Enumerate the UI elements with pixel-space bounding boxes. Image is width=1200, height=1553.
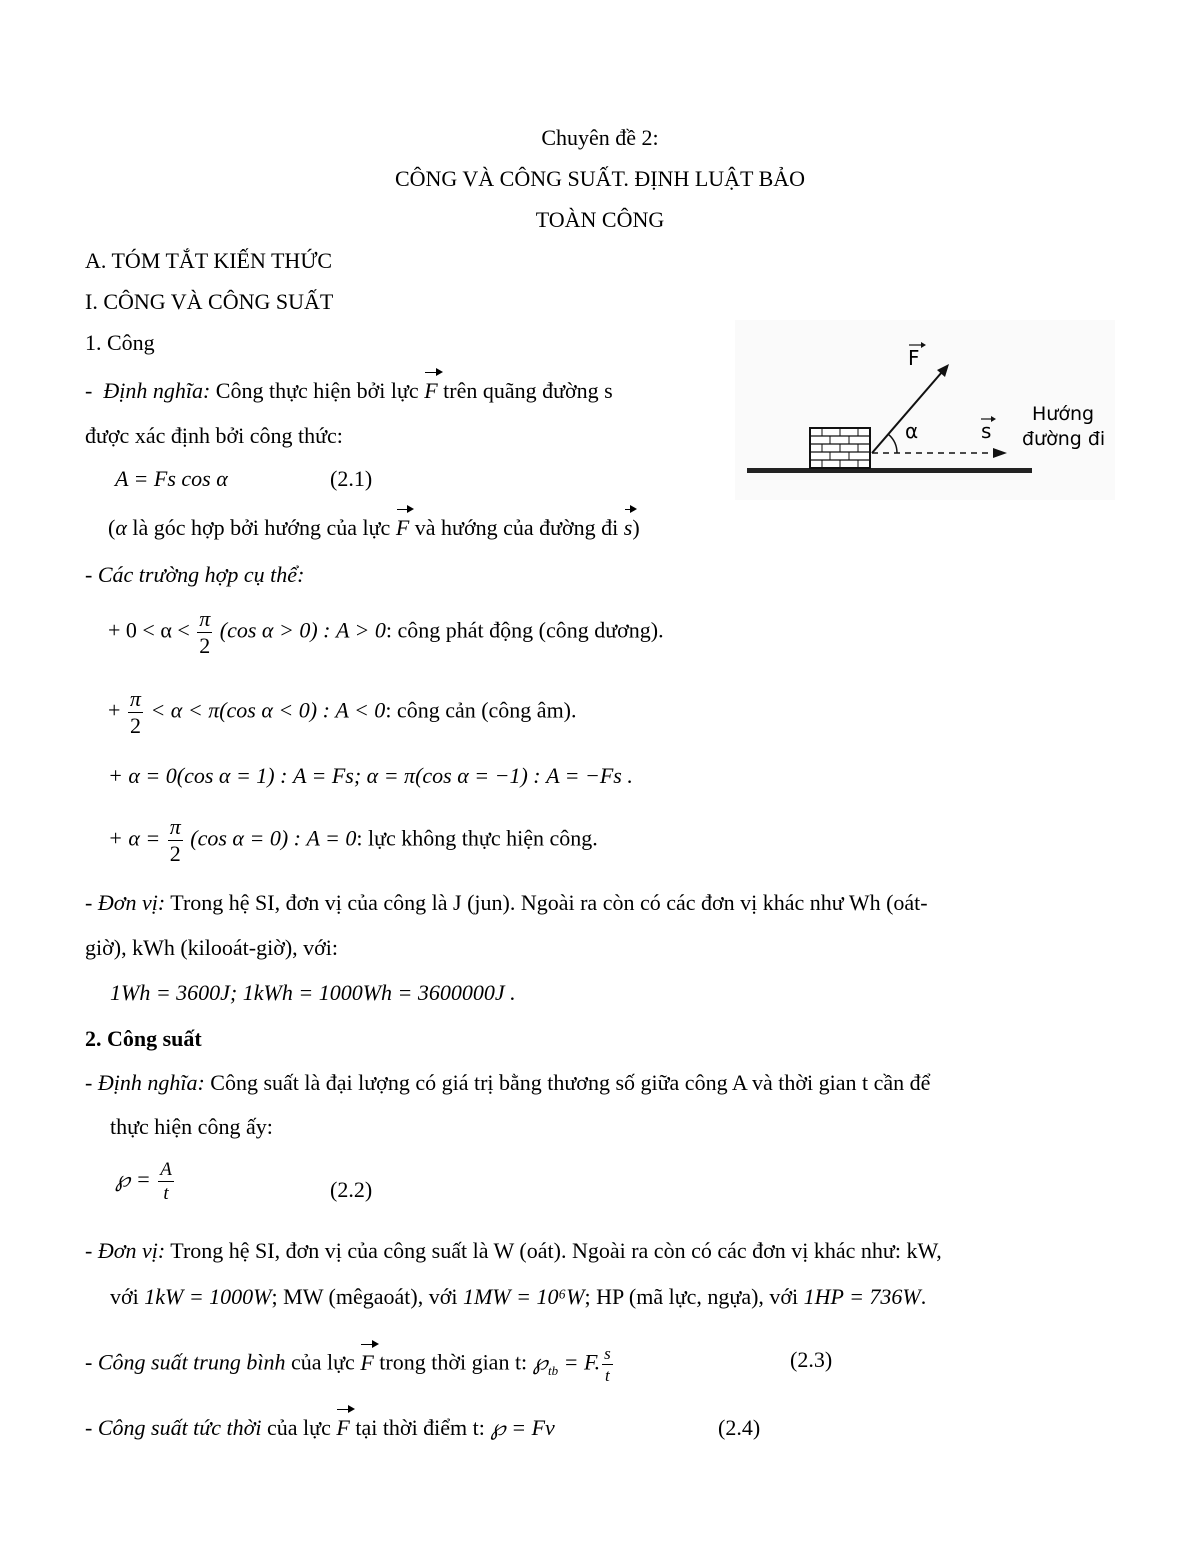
case-3: + α = 0(cos α = 1) : A = Fs; α = π(cos α = −1) : A = −Fs . bbox=[108, 763, 633, 788]
unit-kw-formula: 1kW = 1000W bbox=[144, 1284, 272, 1309]
case-1-math-b: (cos α > 0) : A > 0 bbox=[219, 617, 386, 643]
work-unit-formula: 1Wh = 3600J; 1kWh = 1000Wh = 3600000J . bbox=[110, 980, 516, 1005]
power-unit-line-1 bbox=[85, 1238, 942, 1264]
angle-note bbox=[108, 515, 640, 541]
case-2-plus: + bbox=[108, 697, 121, 723]
definition-text-b: trên quãng đường s bbox=[443, 378, 613, 403]
case-2-fraction: $\frac{\pi}{2}$ bbox=[129, 686, 141, 738]
work-definition-line-2: được xác định bởi công thức: bbox=[85, 423, 343, 448]
note-alpha: α bbox=[115, 515, 127, 540]
average-power-label: Công suất trung bình bbox=[97, 1349, 286, 1375]
instant-power-formula: ℘ = Fv bbox=[490, 1415, 555, 1440]
power-formula-lhs: ℘ = bbox=[115, 1166, 151, 1192]
formula-number-2-1: (2.1) bbox=[330, 466, 373, 491]
power-unit-label: Đơn vị: bbox=[97, 1238, 166, 1263]
instant-power-force-vector: F bbox=[336, 1415, 350, 1440]
instant-power-label: Công suất tức thời bbox=[97, 1415, 262, 1440]
case-4-math-a: + α = bbox=[108, 825, 161, 851]
note-paren-close: ) bbox=[632, 515, 640, 540]
power-formula-fraction: $\frac{A}{t}$ bbox=[160, 1159, 172, 1204]
work-formula: A = Fs cos α bbox=[115, 466, 228, 491]
power-definition-label: Định nghĩa: bbox=[97, 1070, 205, 1095]
section-i-heading: I. CÔNG VÀ CÔNG SUẤT bbox=[85, 289, 334, 314]
formula-number-2-2: (2.2) bbox=[330, 1177, 373, 1202]
average-power-fraction: $\frac{s}{t}$ bbox=[604, 1344, 611, 1385]
bullet-dash: - bbox=[85, 890, 98, 915]
bullet-dash: - bbox=[85, 1415, 98, 1440]
bullet-dash: - bbox=[85, 1238, 98, 1263]
formula-number-2-3: (2.3) bbox=[790, 1347, 833, 1372]
chapter-label: Chuyên đề 2: bbox=[541, 125, 659, 150]
unit-label: Đơn vị: bbox=[97, 890, 166, 915]
case-1 bbox=[108, 608, 664, 657]
work-unit-text-1: Trong hệ SI, đơn vị của công là J (jun). Ngoài ra còn có các đơn vị khác như Wh (oát- bbox=[170, 890, 928, 915]
instant-power-line: - Công suất tức thời của lực F tại thời điểm t: ℘ = Fv bbox=[85, 1415, 555, 1440]
power-definition-line-1 bbox=[85, 1070, 930, 1096]
note-displacement-vector: s bbox=[623, 515, 633, 540]
case-4 bbox=[108, 816, 598, 865]
note-text-b: và hướng của đường đi bbox=[414, 515, 619, 540]
average-power-symbol: ℘ bbox=[532, 1349, 549, 1375]
unit-hp-formula: 1HP = 736W bbox=[803, 1284, 921, 1309]
case-2-text: : công cản (công âm). bbox=[385, 697, 577, 723]
bullet-dash: - bbox=[85, 1070, 98, 1095]
power-unit-text-1: Trong hệ SI, đơn vị của công suất là W (oát). Ngoài ra còn có các đơn vị khác như: kW, bbox=[170, 1238, 942, 1263]
case-2 bbox=[108, 688, 577, 737]
subsection-2-heading: 2. Công suất bbox=[85, 1026, 202, 1051]
power-definition-line-2: thực hiện công ấy: bbox=[110, 1114, 273, 1139]
power-formula bbox=[115, 1160, 176, 1203]
work-unit-line-2: giờ), kWh (kilooát-giờ), với: bbox=[85, 935, 339, 960]
diagram-direction-line-2: đường đi bbox=[1022, 428, 1106, 450]
force-vector: F bbox=[424, 378, 438, 403]
work-diagram-svg bbox=[735, 320, 1115, 500]
note-text-a: là góc hợp bởi hướng của lực bbox=[132, 515, 391, 540]
diagram-displacement-label: s bbox=[981, 419, 992, 443]
unit-mw-formula: 1MW = 10⁶W bbox=[462, 1284, 585, 1309]
title-line-2: TOÀN CÔNG bbox=[535, 207, 665, 232]
power-definition-text-1: Công suất là đại lượng có giá trị bằng thương số giữa công A và thời gian t cần để bbox=[210, 1070, 931, 1095]
case-1-text: : công phát động (công dương). bbox=[385, 617, 664, 643]
note-paren-open: ( bbox=[108, 515, 116, 540]
definition-text-a: Công thực hiện bởi lực bbox=[215, 378, 419, 403]
brick-block-icon bbox=[810, 428, 870, 468]
formula-number-2-4: (2.4) bbox=[718, 1415, 761, 1440]
subsection-1-heading: 1. Công bbox=[85, 330, 155, 355]
cases-label: Các trường hợp cụ thể: bbox=[97, 562, 305, 587]
case-4-fraction: $\frac{\pi}{2}$ bbox=[169, 814, 181, 866]
power-unit-line-2: với 1kW = 1000W; MW (mêgaoát), với 1MW = 10⁶W; HP (mã lực, ngựa), với 1HP = 736W. bbox=[110, 1284, 927, 1309]
case-1-fraction: $\frac{\pi}{2}$ bbox=[199, 606, 211, 658]
case-4-text: : lực không thực hiện công. bbox=[356, 825, 598, 851]
average-power-line: - Công suất trung bình của lực F trong thời gian t: $℘_{tb} = F$. $\frac{s}{t}$ bbox=[85, 1344, 611, 1385]
diagram-force-label: F bbox=[908, 346, 920, 370]
bullet-dash: - bbox=[85, 378, 98, 403]
bullet-dash: - bbox=[85, 562, 98, 587]
work-unit-line-1 bbox=[85, 890, 1115, 916]
work-diagram bbox=[735, 320, 1115, 500]
average-power-force-vector: F bbox=[360, 1349, 374, 1375]
cases-heading bbox=[85, 562, 304, 588]
case-4-math-b: (cos α = 0) : A = 0 bbox=[190, 825, 357, 851]
case-2-math: < α < π(cos α < 0) : A < 0 bbox=[150, 697, 386, 723]
work-definition-line bbox=[85, 378, 613, 404]
case-1-math-a: + 0 < α < bbox=[108, 617, 190, 643]
title-line-1: CÔNG VÀ CÔNG SUẤT. ĐỊNH LUẬT BẢO bbox=[394, 166, 806, 191]
section-a-heading: A. TÓM TẮT KIẾN THỨC bbox=[85, 248, 333, 273]
bullet-dash: - bbox=[85, 1349, 98, 1375]
definition-label: Định nghĩa: bbox=[103, 378, 211, 403]
note-force-vector: F bbox=[395, 515, 410, 540]
diagram-direction-line-1: Hướng bbox=[1032, 403, 1095, 425]
ground-line bbox=[747, 468, 1032, 473]
diagram-angle-label: α bbox=[905, 419, 919, 443]
